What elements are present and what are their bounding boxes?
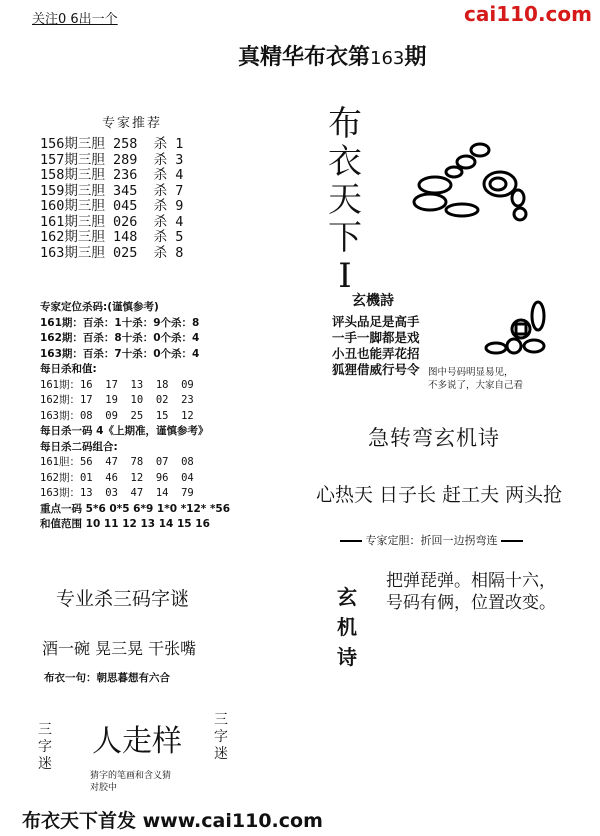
recommend-row: 162期三胆 148 杀 5 [40, 229, 184, 245]
riddle-poem-heading: 急转弯玄机诗 [368, 426, 500, 450]
poem-line: 狐狸借威行号令 [332, 362, 420, 377]
pair-row: 163期：13 03 47 14 79 [40, 487, 194, 499]
vertical-char: 衣 [328, 142, 362, 182]
vertical-char: 下 [328, 218, 362, 258]
xuan-line: 号码有俩，位置改变。 [386, 593, 556, 613]
expert-kill-title: 专家定位杀码:(谨慎参考) [40, 301, 159, 313]
poem-note-line: 图中号码明显易见， [428, 367, 514, 378]
sum-title: 每日杀和值: [40, 363, 97, 375]
expert-dan-text: 专家定胆：折回一边拐弯连 [365, 534, 498, 547]
chain-links-image [410, 140, 550, 230]
vertical-title [325, 105, 365, 295]
sanzi-char: 三 [38, 722, 52, 738]
recommend-title: 专家推荐 [102, 116, 163, 131]
sanzi-left [36, 722, 54, 773]
recommend-row: 158期三胆 236 杀 4 [40, 167, 184, 183]
riddle-title: 专业杀三码字谜 [56, 588, 190, 610]
poem-title: 玄機詩 [352, 293, 394, 309]
sanzi-char: 字 [214, 729, 228, 745]
header-note: 关注0 6出一个 [32, 12, 118, 27]
expert-kill-section [40, 300, 230, 533]
sum-row: 163期：08 09 25 15 12 [40, 409, 194, 422]
sanzi-char: 字 [38, 739, 52, 755]
riddle-phrase: 酒一碗 晃三晃 干张嘴 [42, 639, 197, 658]
expert-kill-row: 161期：百杀：1十杀：9个杀：8 [40, 316, 200, 329]
poem-note [428, 366, 523, 392]
four-phrase: 心热天 日子长 赶工夫 两头抢 [316, 484, 563, 506]
vertical-char: 天 [328, 180, 362, 220]
pair-row: 162期：01 46 12 96 04 [40, 471, 194, 484]
recommend-row: 163期三胆 025 杀 8 [40, 244, 184, 261]
riddle-big-word: 人走样 [92, 724, 182, 759]
sanzi-char: 三 [214, 712, 228, 728]
dash-right [501, 540, 523, 542]
pair-title: 每日杀二码组合: [40, 440, 118, 453]
xuan-char: 机 [337, 615, 357, 639]
recommend-row: 159期三胆 345 杀 7 [40, 182, 184, 199]
poem-line: 一手一脚都是戏 [332, 330, 420, 345]
sum-row: 161期：16 17 13 18 09 [40, 378, 194, 391]
xuan-line: 把弹琵弹。相隔十六， [386, 571, 556, 591]
vertical-char: 布 [328, 104, 362, 144]
coins-image [476, 296, 556, 358]
sanzi-char: 迷 [214, 746, 228, 762]
dash-left [340, 540, 362, 542]
key-kill: 重点一码 5*6 0*5 6*9 1*0 *12* *56 [40, 502, 231, 515]
recommend-row: 160期三胆 045 杀 9 [40, 198, 184, 214]
site-logo[interactable]: cai110.com [464, 2, 592, 26]
xuan-text [386, 570, 556, 614]
xuan-vertical [336, 582, 358, 672]
recommend-row: 161期三胆 026 杀 4 [40, 213, 184, 230]
expert-kill-row: 163期：百杀：7十杀：0个杀：4 [40, 347, 200, 360]
recommend-row: 156期三胆 258 杀 1 [40, 136, 184, 152]
riddle-hint-line: 对胶中 [90, 783, 118, 793]
sanzi-right [212, 712, 230, 763]
vertical-char: I [338, 256, 352, 296]
poem-line: 小丑也能弄花招 [332, 346, 420, 361]
sanzi-char: 迷 [38, 756, 52, 772]
sum-row: 162期：17 19 10 02 23 [40, 394, 194, 406]
poem-note-line: 不多说了，大家自己看 [428, 380, 524, 391]
poem-line: 评头品足是高手 [332, 314, 420, 329]
xuan-char: 诗 [337, 645, 357, 669]
page-title [238, 40, 426, 71]
sum-range: 和值范围 10 11 12 13 14 15 16 [40, 518, 210, 530]
recommend-row: 157期三胆 289 杀 3 [40, 151, 184, 168]
xuan-char: 玄 [337, 585, 357, 609]
footer: 布衣天下首发 www.cai110.com [22, 810, 323, 832]
poem-box [332, 290, 420, 378]
riddle-hint [90, 770, 171, 794]
title-issue-number: 163 [370, 48, 405, 69]
expert-kill-row: 162期：百杀：8十杀：0个杀：4 [40, 332, 200, 344]
title-suffix: 期 [404, 45, 427, 70]
expert-dan [340, 532, 523, 548]
kill-one-code: 每日杀一码 4《上期准，谨慎参考》 [40, 425, 209, 437]
recommend-section [40, 112, 183, 261]
riddle-hint-line: 猜字的笔画和含义猜 [90, 771, 172, 781]
pair-row: 161胆：56 47 78 07 08 [40, 456, 194, 468]
riddle-yiju: 布衣一句：朝思暮想有六合 [44, 672, 170, 684]
title-main: 真精华布衣第 [238, 45, 371, 70]
